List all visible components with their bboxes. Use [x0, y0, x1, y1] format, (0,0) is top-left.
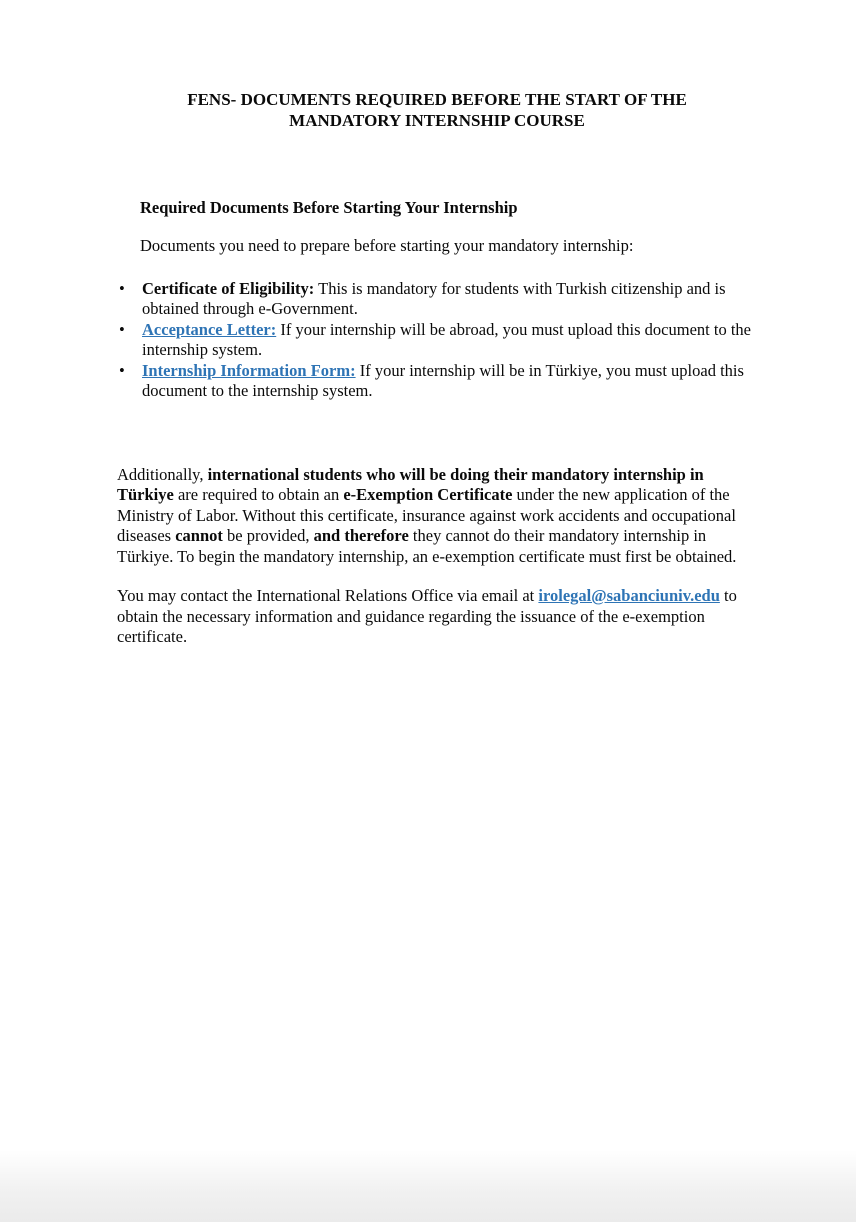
paragraph-bold-text: e-Exemption Certificate — [343, 485, 513, 504]
list-item-acceptance-letter — [117, 320, 757, 361]
document-content — [0, 89, 856, 648]
bullet-icon: • — [119, 319, 125, 339]
paragraph-text: You may contact the International Relations Office via email at — [117, 586, 539, 605]
required-documents-list — [117, 279, 757, 402]
paragraph-bold-text: international students who will be doing their mandatory internship in Türkiye — [117, 464, 704, 504]
paragraph-text: Additionally, — [117, 464, 208, 484]
bullet-icon: • — [119, 360, 125, 380]
section-heading: Required Documents Before Starting Your Internship — [140, 198, 518, 217]
list-item-internship-information-form — [117, 361, 757, 402]
paragraph-international-students — [117, 465, 757, 568]
document-title: FENS- DOCUMENTS REQUIRED BEFORE THE START OF THE MANDATORY INTERNSHIP COURSE — [187, 90, 687, 130]
paragraph-text: they cannot do their mandatory internship in Türkiye. To begin the mandatory internship, an e-exemption certificate must first be obtained. — [117, 526, 737, 566]
email-link[interactable]: irolegal@sabanciuniv.edu — [538, 586, 720, 605]
paragraph-text: under the new application of the Ministry of Labor. Without this certificate, insurance against work accidents and occupational diseases — [117, 485, 736, 545]
paragraph-text: be provided, — [222, 526, 314, 545]
paragraph-bold-text: and therefore — [313, 526, 409, 545]
page-bottom-edge-shadow — [0, 1150, 856, 1222]
list-item-text: This is mandatory for students with Turkish citizenship and is obtained through e-Government. — [142, 278, 726, 318]
internship-information-form-link[interactable]: Internship Information Form: — [142, 360, 356, 380]
paragraph-text: are required to obtain an — [173, 485, 344, 504]
list-item-text: If your internship will be in Türkiye, you must upload this document to the internship system. — [142, 360, 744, 400]
paragraph-text: to obtain the necessary information and guidance regarding the issuance of the e-exemption certificate. — [117, 586, 737, 646]
paragraph-bold-text: cannot — [175, 526, 223, 545]
bullet-icon: • — [119, 278, 125, 298]
list-item-text: If your internship will be abroad, you must upload this document to the internship system. — [142, 319, 751, 359]
list-item-certificate-of-eligibility — [117, 279, 757, 320]
intro-paragraph: Documents you need to prepare before starting your mandatory internship: — [140, 236, 634, 255]
paragraph-contact — [117, 586, 757, 648]
certificate-of-eligibility-label: Certificate of Eligibility: — [142, 278, 315, 298]
acceptance-letter-link[interactable]: Acceptance Letter: — [142, 319, 277, 339]
